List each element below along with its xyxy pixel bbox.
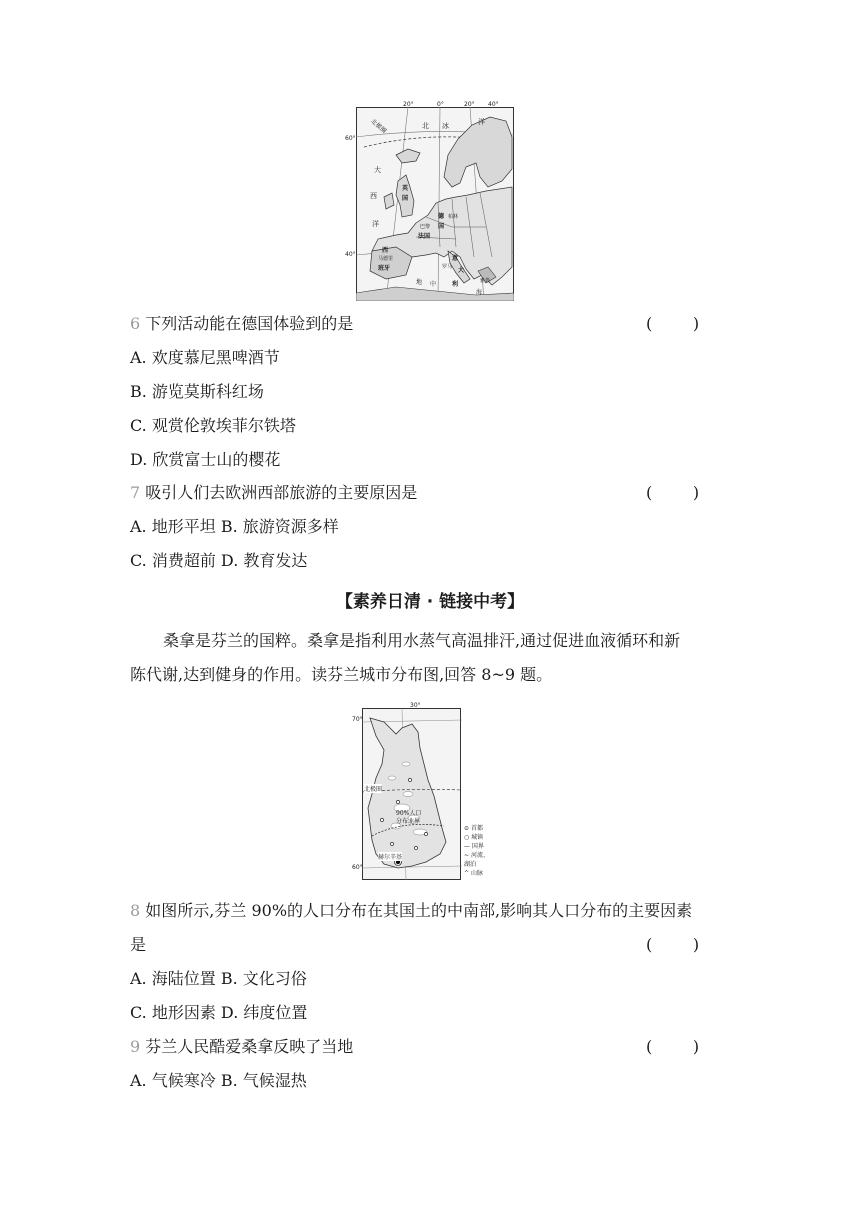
map-label: 巴黎 xyxy=(420,224,431,230)
map-legend xyxy=(464,824,492,878)
option-b: B. 游览莫斯科红场 xyxy=(130,382,264,401)
map-label: 大 xyxy=(458,267,465,274)
legend-river xyxy=(464,851,492,869)
question-text: 吸引人们去欧洲西部旅游的主要原因是 xyxy=(145,483,418,502)
legend-capital xyxy=(464,824,492,833)
map-label: 马德里 xyxy=(378,256,394,262)
question-number: 7 xyxy=(130,483,141,502)
option-cd: C. 地形因素 D. 纬度位置 xyxy=(130,1003,308,1022)
mountain-symbol-icon: ^ xyxy=(464,870,470,877)
question-text: 下列活动能在德国体验到的是 xyxy=(145,314,354,333)
map-label: 国 xyxy=(438,223,445,230)
option-cd: C. 消费超前 D. 教育发达 xyxy=(130,551,308,570)
map-label: 大 xyxy=(374,166,381,174)
map-label: 洋 xyxy=(478,118,485,126)
border-line-icon: — xyxy=(464,843,470,850)
map-label: 柏林 xyxy=(448,214,459,220)
option-c: C. 观赏伦敦埃菲尔铁塔 xyxy=(130,416,296,435)
map2-lat-label: 60° xyxy=(352,864,363,871)
map-label: 西 xyxy=(382,247,389,254)
map-label: 冰 xyxy=(442,122,449,130)
question-text: 如图所示,芬兰 90%的人口分布在其国土的中南部,影响其人口分布的主要因素 xyxy=(145,901,693,920)
map2-lon-label: 30° xyxy=(410,702,421,709)
option-d: D. 欣赏富士山的樱花 xyxy=(130,450,281,469)
question-8-continued: 是 xyxy=(130,935,147,954)
europe-map xyxy=(345,101,514,301)
question-text: 芬兰人民酷爱桑拿反映了当地 xyxy=(145,1037,354,1056)
map-label: 国 xyxy=(402,195,409,202)
map2-lat-label: 70° xyxy=(352,716,363,723)
intro-paragraph: 陈代谢,达到健身的作用。读芬兰城市分布图,回答 8~9 题。 xyxy=(130,665,553,684)
map-label: 北极圈 xyxy=(364,786,383,793)
map-label: 英 xyxy=(402,185,409,192)
map-label: 班牙 xyxy=(378,265,391,272)
legend-mountain xyxy=(464,869,492,878)
town-symbol-icon: ○ xyxy=(464,834,470,841)
option-a: A. 欢度慕尼黑啤酒节 xyxy=(130,348,280,367)
map1-lat-label: 40° xyxy=(345,251,356,258)
map-label: 中 xyxy=(430,281,437,288)
answer-blank[interactable]: ( ) xyxy=(646,314,700,333)
answer-blank[interactable]: ( ) xyxy=(646,935,700,954)
map1-lon-label: 20° xyxy=(403,101,414,108)
answer-blank[interactable]: ( ) xyxy=(646,1037,700,1056)
capital-symbol-icon: ⊙ xyxy=(464,825,470,832)
option-ab: A. 海陆位置 B. 文化习俗 xyxy=(130,969,307,988)
map-label: 意 xyxy=(452,255,459,262)
map-label: 海 xyxy=(476,289,483,296)
map-label: 洋 xyxy=(372,220,379,228)
map1-lon-label: 0° xyxy=(437,101,444,108)
map-label: 赫尔辛基 xyxy=(378,854,403,861)
map-label: 利 xyxy=(452,281,459,288)
question-6 xyxy=(130,314,353,334)
question-7 xyxy=(130,483,417,503)
legend-label: 山脉 xyxy=(470,870,483,877)
map-label: 雅典 xyxy=(480,278,491,284)
map1-lon-label: 20° xyxy=(464,101,475,108)
map-label: 法国 xyxy=(418,233,431,240)
map-label: 西 xyxy=(370,192,377,200)
map1-lat-label: 60° xyxy=(345,135,356,142)
river-line-icon: ~ xyxy=(464,852,470,859)
map-label: 90%人口 xyxy=(396,810,422,817)
legend-border xyxy=(464,842,492,851)
legend-label: 国界 xyxy=(471,843,484,850)
intro-paragraph: 桑拿是芬兰的国粹。桑拿是指利用水蒸气高温排汗,通过促进血液循环和新 xyxy=(163,631,681,650)
legend-label: 城镇 xyxy=(471,834,484,841)
finland-map xyxy=(352,702,492,880)
question-9 xyxy=(130,1037,353,1057)
section-heading: 【素养日清 · 链接中考】 xyxy=(335,592,525,612)
legend-label: 首都 xyxy=(470,825,483,832)
question-number: 8 xyxy=(130,901,141,920)
answer-blank[interactable]: ( ) xyxy=(646,483,700,502)
map-label: 德 xyxy=(438,213,445,220)
map-label: 北极圈 xyxy=(369,117,388,135)
option-ab: A. 气候寒冷 B. 气候湿热 xyxy=(130,1071,307,1090)
map-label: 北 xyxy=(422,122,429,130)
map-label: 地 xyxy=(416,279,423,286)
map-label: 罗马 xyxy=(442,264,453,270)
map1-lon-label: 40° xyxy=(488,101,499,108)
map-label: 分布北界 xyxy=(396,818,421,825)
legend-label: 河流、湖泊 xyxy=(464,852,489,868)
question-number: 6 xyxy=(130,314,141,333)
option-ab: A. 地形平坦 B. 旅游资源多样 xyxy=(130,517,339,536)
question-8 xyxy=(130,901,692,921)
question-number: 9 xyxy=(130,1037,141,1056)
legend-town xyxy=(464,833,492,842)
